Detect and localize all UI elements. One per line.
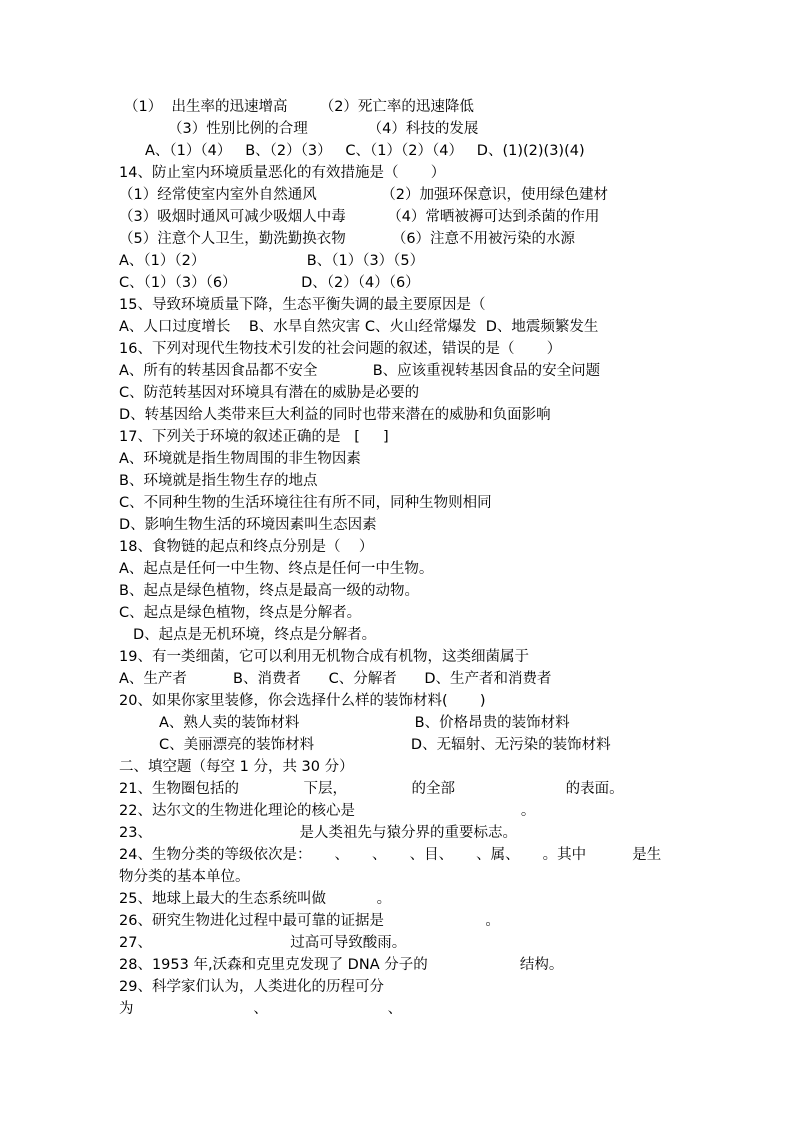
q22-blank: 22、达尔文的生物进化理论的核心是 。 [119,803,536,819]
q26-blank: 26、研究生物进化过程中最可靠的证据是 。 [119,913,500,929]
q16-choices-ab: A、所有的转基因食品都不安全 B、应该重视转基因食品的安全问题 [119,363,601,379]
q20-choices-ab: A、熟人卖的装饰材料 B、价格昂贵的装饰材料 [159,715,570,731]
q14-statement-line-3: （5）注意个人卫生，勤洗勤换衣物 （6）注意不用被污染的水源 [119,231,576,247]
q29-blank: 29、科学家们认为，人类进化的历程可分 [119,979,384,995]
q14-statement-line-1: （1）经常使室内室外自然通风 （2）加强环保意识，使用绿色建材 [119,187,608,203]
q24-blank: 24、生物分类的等级依次是： 、 、 、目、 、属、 。其中 是生 [119,847,662,863]
q14-choices-line-2: C、（1）（3）（6） D、（2）（4）（6） [119,275,420,291]
q15-question: 15、导致环境质量下降，生态平衡失调的最主要原因是（ [119,297,486,313]
q17-choice-b: B、环境就是指生物生存的地点 [119,473,318,489]
q13-option-line-1: （1） 出生率的迅速增高 （2）死亡率的迅速降低 [124,99,474,115]
q15-choices: A、人口过度增长 B、水旱自然灾害 C、火山经常爆发 D、地震频繁发生 [119,319,599,335]
q16-question: 16、下列对现代生物技术引发的社会问题的叙述，错误的是（ ） [119,341,562,357]
q16-choice-c: C、防范转基因对环境具有潜在的威胁是必要的 [119,385,420,401]
q20-question: 20、如果你家里装修，你会选择什么样的装饰材料( ) [119,693,486,709]
q18-choice-b: B、起点是绿色植物，终点是最高一级的动物。 [119,583,419,599]
q13-answer-choices: A、（1）（4） B、（2）（3） C、（1）（2）（4） D、(1)(2)(3)(4) [145,143,585,159]
q18-choice-d: D、起点是无机环境，终点是分解者。 [133,627,377,643]
q13-option-line-2: （3）性别比例的合理 （4）科技的发展 [168,121,479,137]
q18-choice-a: A、起点是任何一中生物、终点是任何一中生物。 [119,561,434,577]
q21-blank: 21、生物圈包括的 下层， 的全部 的表面。 [119,781,624,797]
q16-choice-d: D、转基因给人类带来巨大利益的同时也带来潜在的威胁和负面影响 [119,407,551,423]
q17-choice-a: A、环境就是指生物周围的非生物因素 [119,451,361,467]
q19-choices: A、生产者 B、消费者 C、分解者 D、生产者和消费者 [119,671,552,687]
q17-choice-c: C、不同种生物的生活环境往往有所不同，同种生物则相同 [119,495,492,511]
q28-blank: 28、1953 年,沃森和克里克发现了 DNA 分子的 结构。 [119,957,564,973]
q20-choices-cd: C、美丽漂亮的装饰材料 D、无辐射、无污染的装饰材料 [159,737,611,753]
q14-choices-line-1: A、（1）（2） B、（1）（3）（5） [119,253,425,269]
q27-blank: 27、 过高可导致酸雨。 [119,935,407,951]
q14-question: 14、防止室内环境质量恶化的有效措施是（ ） [119,165,446,181]
q14-statement-line-2: （3）吸烟时通风可减少吸烟人中毒 （4）常晒被褥可达到杀菌的作用 [119,209,600,225]
q18-choice-c: C、起点是绿色植物，终点是分解者。 [119,605,362,621]
q18-question: 18、食物链的起点和终点分别是（ ） [119,539,374,555]
q25-blank: 25、地球上最大的生态系统叫做 。 [119,891,392,907]
section-fill-in-heading: 二、填空题（每空 1 分，共 30 分） [119,759,354,775]
q17-question: 17、下列关于环境的叙述正确的是 [ ] [119,429,389,445]
q23-blank: 23、 是人类祖先与猿分界的重要标志。 [119,825,517,841]
q24-blank-continued: 物分类的基本单位。 [119,869,250,885]
q17-choice-d: D、影响生物生活的环境因素叫生态因素 [119,517,377,533]
q19-question: 19、有一类细菌，它可以利用无机物合成有机物，这类细菌属于 [119,649,529,665]
q29-blank-continued: 为 、 、 [119,1001,403,1017]
